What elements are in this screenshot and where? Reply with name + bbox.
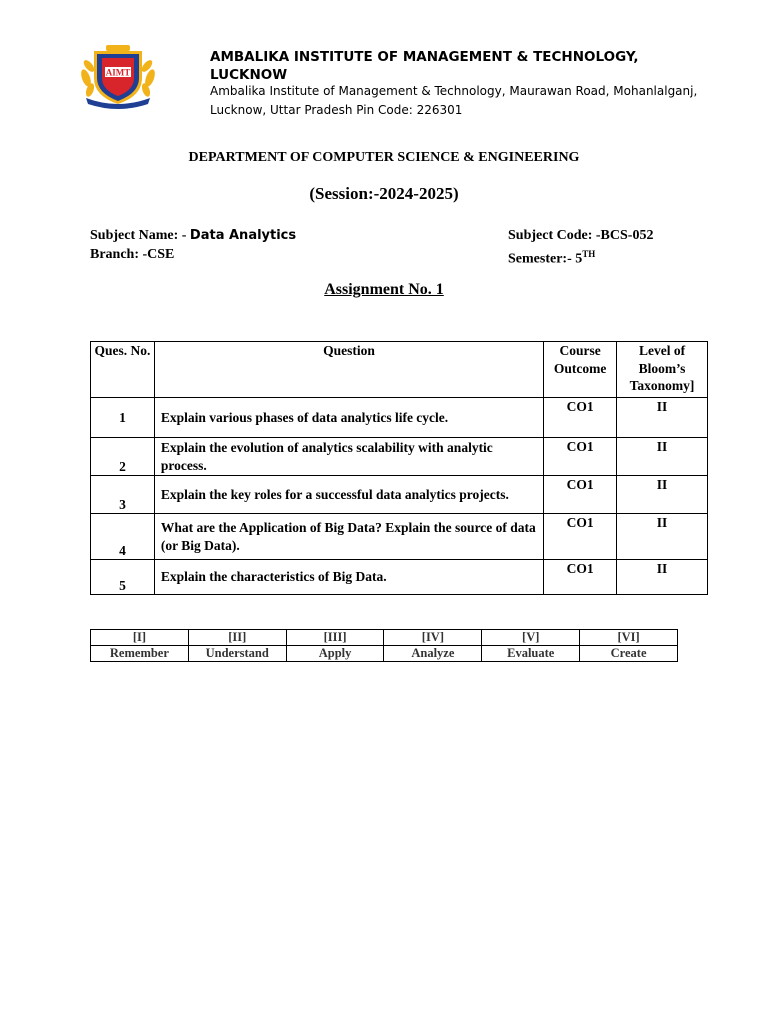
course-outcome: CO1 xyxy=(544,514,617,560)
bloom-level-code: [V] xyxy=(482,630,580,646)
header-course-outcome: Course Outcome xyxy=(544,342,617,398)
department-title: DEPARTMENT OF COMPUTER SCIENCE & ENGINEERING xyxy=(188,150,580,165)
question-table-header xyxy=(91,342,708,398)
institute-name: AMBALIKA INSTITUTE OF MANAGEMENT & TECHNOLOGY, LUCKNOW xyxy=(210,49,639,83)
question-text: What are the Application of Big Data? Explain the source of data (or Big Data). xyxy=(154,514,543,560)
subject-name-line xyxy=(90,226,296,245)
table-row xyxy=(91,560,708,595)
table-row xyxy=(91,476,708,514)
bloom-level: II xyxy=(617,476,708,514)
table-row xyxy=(91,514,708,560)
bloom-level-name: Remember xyxy=(91,646,189,662)
bloom-level: II xyxy=(617,560,708,595)
institute-address: Ambalika Institute of Management & Technology, Maurawan Road, Mohanlalganj, Lucknow, Uttar Pradesh Pin Code: 226301 xyxy=(210,84,698,117)
crest-top xyxy=(106,45,130,51)
course-outcome: CO1 xyxy=(544,438,617,476)
bloom-level-code: [IV] xyxy=(384,630,482,646)
semester-superscript: TH xyxy=(582,249,596,259)
question-number: 3 xyxy=(91,476,155,514)
bloom-level: II xyxy=(617,514,708,560)
session-title: (Session:-2024-2025) xyxy=(309,184,459,203)
question-text: Explain the characteristics of Big Data. xyxy=(154,560,543,595)
subject-name-label: Subject Name: - xyxy=(90,228,190,243)
bloom-level-name: Create xyxy=(580,646,678,662)
semester-line xyxy=(508,245,653,269)
laurel-left xyxy=(79,58,96,97)
bloom-name-row xyxy=(91,646,678,662)
course-outcome: CO1 xyxy=(544,476,617,514)
bloom-level-code: [II] xyxy=(188,630,286,646)
bloom-level-name: Apply xyxy=(286,646,384,662)
semester-label: Semester:- 5 xyxy=(508,251,583,267)
institute-logo xyxy=(78,44,158,110)
question-number: 1 xyxy=(91,398,155,438)
question-table xyxy=(90,341,708,595)
bloom-level: II xyxy=(617,438,708,476)
subject-code-line: Subject Code: -BCS-052 xyxy=(508,228,654,243)
question-text: Explain the key roles for a successful data analytics projects. xyxy=(154,476,543,514)
assignment-title: Assignment No. 1 xyxy=(324,281,444,298)
bloom-level-code: [I] xyxy=(91,630,189,646)
bloom-level-name: Analyze xyxy=(384,646,482,662)
subject-info-right xyxy=(508,226,653,269)
bloom-level: II xyxy=(617,398,708,438)
bloom-level-code: [III] xyxy=(286,630,384,646)
table-row xyxy=(91,438,708,476)
bloom-taxonomy-table xyxy=(90,629,678,662)
bloom-level-name: Understand xyxy=(188,646,286,662)
question-number: 2 xyxy=(91,438,155,476)
header-ques-no: Ques. No. xyxy=(91,342,155,398)
bloom-level-row xyxy=(91,630,678,646)
course-outcome: CO1 xyxy=(544,560,617,595)
bloom-level-code: [VI] xyxy=(580,630,678,646)
question-number: 5 xyxy=(91,560,155,595)
question-text: Explain various phases of data analytics life cycle. xyxy=(154,398,543,438)
course-outcome: CO1 xyxy=(544,398,617,438)
header-bloom-level: Level of Bloom’s Taxonomy] xyxy=(617,342,708,398)
subject-name-value: Data Analytics xyxy=(189,228,297,243)
laurel-right xyxy=(140,58,157,97)
header-question: Question xyxy=(154,342,543,398)
table-row xyxy=(91,398,708,438)
bloom-level-name: Evaluate xyxy=(482,646,580,662)
logo-text: AIMT xyxy=(105,67,131,78)
branch-line: Branch: -CSE xyxy=(90,247,175,262)
subject-info-left xyxy=(90,226,296,264)
question-number: 4 xyxy=(91,514,155,560)
question-text: Explain the evolution of analytics scalability with analytic process. xyxy=(154,438,543,476)
